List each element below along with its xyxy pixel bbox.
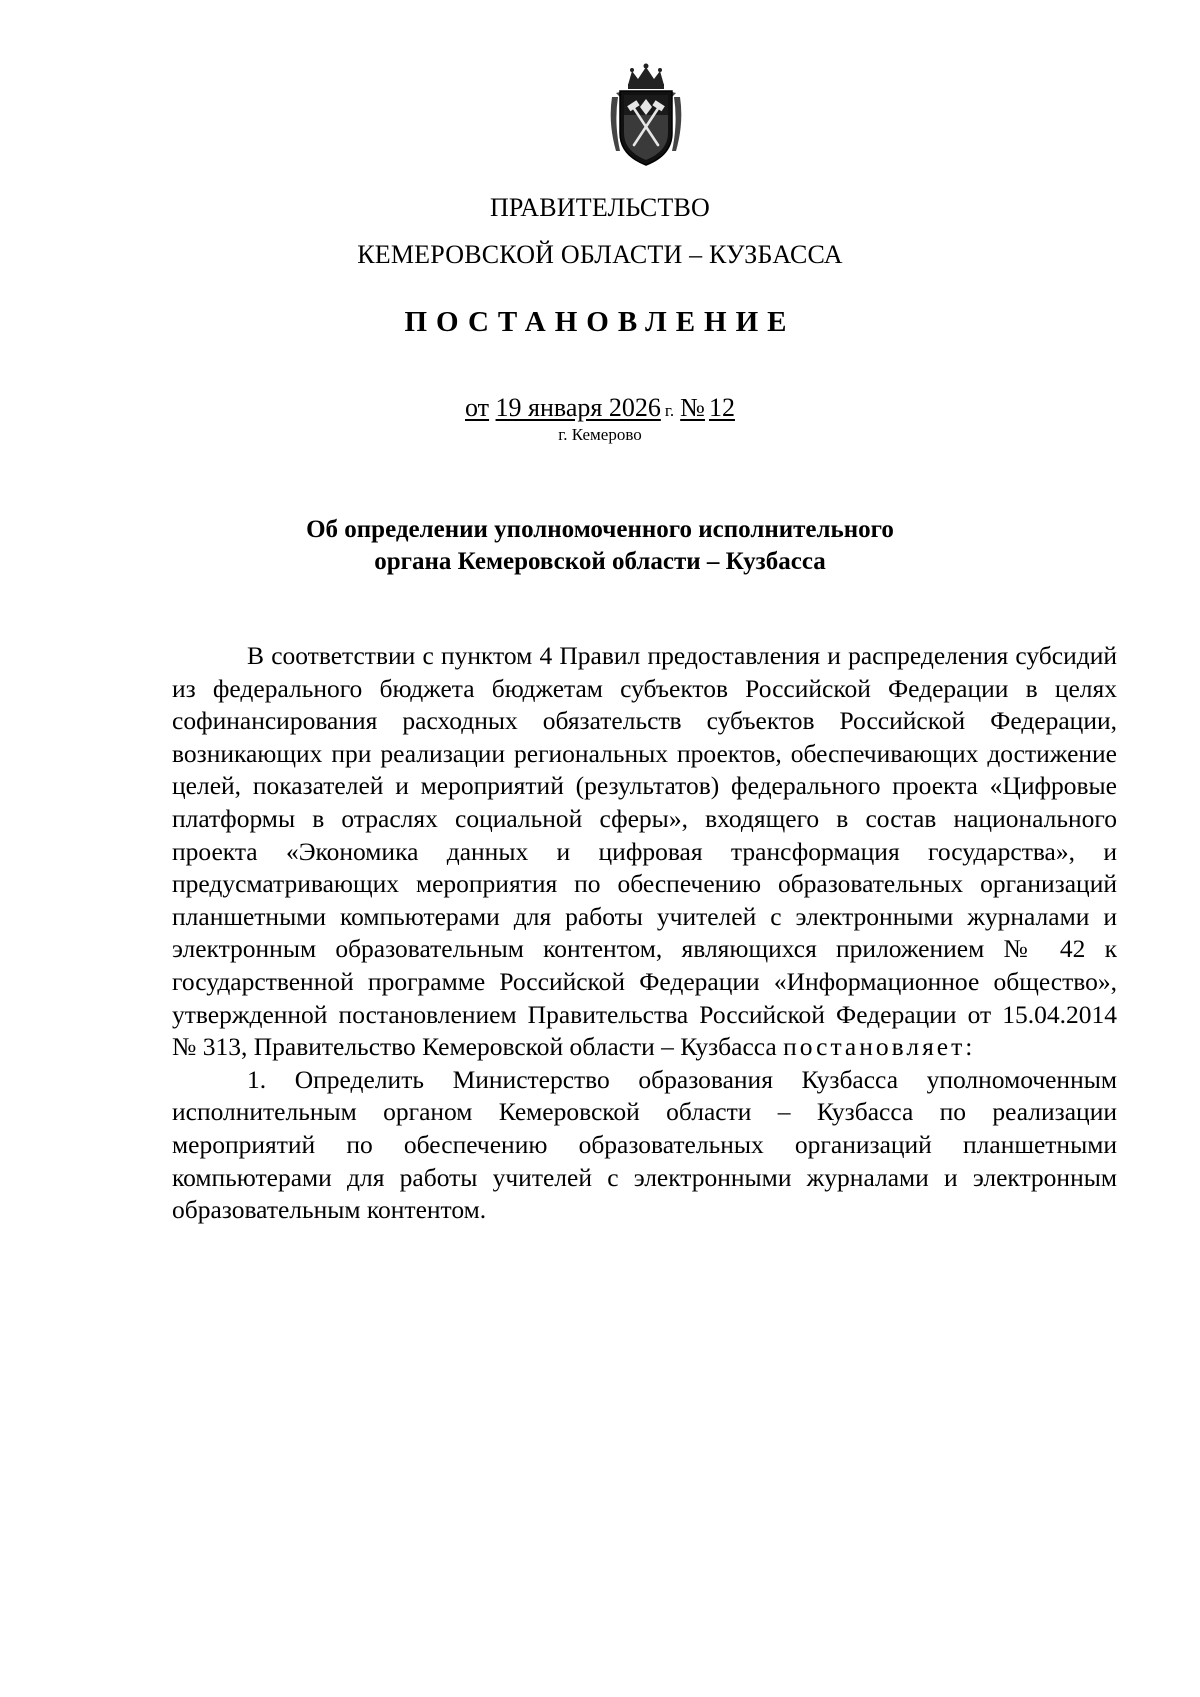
number-sign: № xyxy=(680,393,705,422)
document-title-line2: органа Кемеровской области – Кузбасса xyxy=(374,548,826,575)
preamble-text: В соответствии с пунктом 4 Правил предоставления и распределения субсидий из федерального бюджета бюджетам субъектов Российской Федерации в целях софинансирования расходных обязательств субъектов Российской Федерации, возникающих при реализации региональных проектов, обеспечивающих достижение целей, показателей и мероприятий (результатов) федерального проекта «Цифровые платформы в отраслях социальной сферы», входящего в состав национального проекта «Экономика данных и цифровая трансформация государства», и предусматривающих мероприятия по обеспечению образовательных организаций планшетными компьютерами для работы учителей с электронными журналами и электронным образовательным контентом, являющихся приложением № 42 к государственной программе Российской Федерации «Информационное общество», утвержденной постановлением Правительства Российской Федерации от 15.04.2014 № 313, Правительство Кемеровской области – Кузбасса xyxy=(172,641,1117,1062)
city-label: г. Кемерово xyxy=(558,425,642,444)
document-body xyxy=(172,640,1117,1227)
document-date: 19 января 2026 xyxy=(495,393,661,422)
preamble-paragraph xyxy=(172,640,1117,1064)
document-type-heading: ПОСТАНОВЛЕНИЕ xyxy=(404,306,796,338)
document-title-line1: Об определении уполномоченного исполнительного xyxy=(306,516,894,543)
document-number: 12 xyxy=(708,393,735,422)
decree-word: постановляет: xyxy=(783,1032,976,1062)
coat-of-arms-emblem xyxy=(606,63,686,169)
organization-name-line1: ПРАВИТЕЛЬСТВО xyxy=(489,193,711,222)
document-date-number xyxy=(0,393,1200,426)
organization-name-line2: КЕМЕРОВСКОЙ ОБЛАСТИ – КУЗБАССА xyxy=(357,240,843,269)
year-suffix: г. xyxy=(664,401,675,420)
document-title xyxy=(0,514,1200,578)
date-prefix: от xyxy=(465,393,490,422)
item-1-paragraph: 1. Определить Министерство образования Кузбасса уполномоченным исполнительным органом Кемеровской области – Кузбасса по реализации мероприятий по обеспечению образовательных организаций планшетными компьютерами для работы учителей с электронными журналами и электронным образовательным контентом. xyxy=(172,1064,1117,1225)
